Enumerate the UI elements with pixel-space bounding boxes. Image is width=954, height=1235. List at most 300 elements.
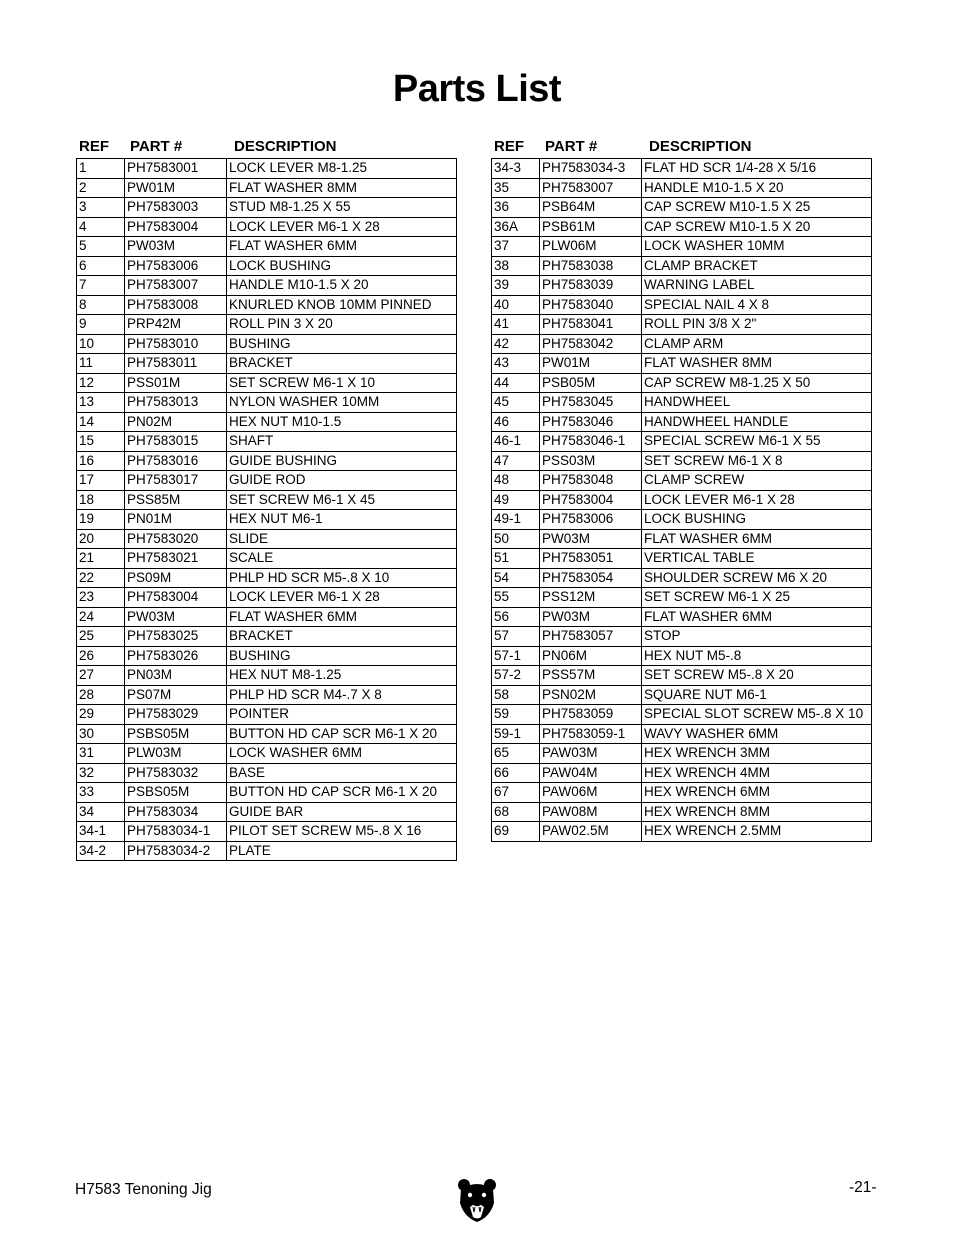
- cell-ref: 2: [77, 178, 125, 198]
- table-row: [77, 549, 457, 569]
- footer-product-name: H7583 Tenoning Jig: [75, 1181, 212, 1198]
- header-part-number: PART #: [545, 137, 598, 155]
- cell-ref: 47: [492, 451, 540, 471]
- cell-description: HEX NUT M6-1: [227, 510, 457, 530]
- cell-ref: 48: [492, 471, 540, 491]
- cell-part-number: PH7583034: [125, 802, 227, 822]
- cell-description: CLAMP ARM: [642, 334, 872, 354]
- cell-description: HANDWHEEL HANDLE: [642, 412, 872, 432]
- cell-part-number: PH7583039: [540, 276, 642, 296]
- cell-ref: 68: [492, 802, 540, 822]
- cell-description: LOCK WASHER 6MM: [227, 744, 457, 764]
- cell-ref: 35: [492, 178, 540, 198]
- cell-part-number: PAW08M: [540, 802, 642, 822]
- table-row: [77, 529, 457, 549]
- cell-part-number: PW01M: [125, 178, 227, 198]
- header-description: DESCRIPTION: [649, 137, 752, 155]
- cell-ref: 34: [77, 802, 125, 822]
- cell-description: SHOULDER SCREW M6 X 20: [642, 568, 872, 588]
- cell-description: WAVY WASHER 6MM: [642, 724, 872, 744]
- cell-description: HANDWHEEL: [642, 393, 872, 413]
- table-row: [492, 685, 872, 705]
- cell-part-number: PH7583017: [125, 471, 227, 491]
- cell-ref: 16: [77, 451, 125, 471]
- table-row: [492, 705, 872, 725]
- cell-ref: 55: [492, 588, 540, 608]
- cell-part-number: PAW02.5M: [540, 822, 642, 842]
- cell-ref: 11: [77, 354, 125, 374]
- table-row: [492, 354, 872, 374]
- cell-ref: 4: [77, 217, 125, 237]
- cell-description: CLAMP SCREW: [642, 471, 872, 491]
- cell-description: FLAT WASHER 8MM: [227, 178, 457, 198]
- cell-part-number: PAW06M: [540, 783, 642, 803]
- cell-part-number: PSS85M: [125, 490, 227, 510]
- cell-ref: 28: [77, 685, 125, 705]
- cell-ref: 41: [492, 315, 540, 335]
- table-row: [77, 802, 457, 822]
- cell-description: SPECIAL NAIL 4 X 8: [642, 295, 872, 315]
- cell-part-number: PH7583003: [125, 198, 227, 218]
- table-row: [77, 588, 457, 608]
- cell-description: HANDLE M10-1.5 X 20: [642, 178, 872, 198]
- cell-ref: 57-2: [492, 666, 540, 686]
- table-row: [492, 412, 872, 432]
- cell-part-number: PH7583001: [125, 159, 227, 179]
- table-row: [77, 432, 457, 452]
- cell-part-number: PW03M: [540, 607, 642, 627]
- cell-part-number: PH7583054: [540, 568, 642, 588]
- table-row: [492, 744, 872, 764]
- cell-ref: 8: [77, 295, 125, 315]
- cell-part-number: PH7583048: [540, 471, 642, 491]
- cell-part-number: PH7583029: [125, 705, 227, 725]
- table-row: [77, 178, 457, 198]
- cell-description: HEX WRENCH 6MM: [642, 783, 872, 803]
- table-row: [492, 295, 872, 315]
- cell-ref: 12: [77, 373, 125, 393]
- cell-description: HEX NUT M10-1.5: [227, 412, 457, 432]
- cell-ref: 20: [77, 529, 125, 549]
- cell-description: HANDLE M10-1.5 X 20: [227, 276, 457, 296]
- table-row: [77, 412, 457, 432]
- cell-description: SPECIAL SCREW M6-1 X 55: [642, 432, 872, 452]
- cell-description: ROLL PIN 3 X 20: [227, 315, 457, 335]
- table-row: [492, 334, 872, 354]
- table-row: [492, 471, 872, 491]
- cell-description: PILOT SET SCREW M5-.8 X 16: [227, 822, 457, 842]
- cell-part-number: PS07M: [125, 685, 227, 705]
- parts-table-left: [76, 134, 457, 861]
- table-row: [492, 217, 872, 237]
- cell-description: CAP SCREW M8-1.25 X 50: [642, 373, 872, 393]
- table-row: [77, 159, 457, 179]
- table-row: [77, 315, 457, 335]
- cell-description: BRACKET: [227, 627, 457, 647]
- cell-description: LOCK LEVER M6-1 X 28: [227, 217, 457, 237]
- cell-part-number: PSN02M: [540, 685, 642, 705]
- cell-description: BUSHING: [227, 646, 457, 666]
- cell-part-number: PSS03M: [540, 451, 642, 471]
- table-row: [492, 451, 872, 471]
- cell-ref: 3: [77, 198, 125, 218]
- cell-part-number: PH7583059: [540, 705, 642, 725]
- parts-grid: [491, 158, 872, 842]
- table-row: [77, 607, 457, 627]
- cell-part-number: PH7583010: [125, 334, 227, 354]
- cell-description: HEX NUT M8-1.25: [227, 666, 457, 686]
- cell-ref: 32: [77, 763, 125, 783]
- cell-ref: 27: [77, 666, 125, 686]
- cell-part-number: PH7583006: [125, 256, 227, 276]
- table-row: [77, 627, 457, 647]
- cell-part-number: PW03M: [125, 607, 227, 627]
- cell-ref: 21: [77, 549, 125, 569]
- cell-ref: 37: [492, 237, 540, 257]
- table-row: [492, 237, 872, 257]
- cell-ref: 17: [77, 471, 125, 491]
- cell-description: FLAT WASHER 6MM: [227, 237, 457, 257]
- cell-ref: 36A: [492, 217, 540, 237]
- cell-part-number: PH7583004: [540, 490, 642, 510]
- cell-part-number: PSB61M: [540, 217, 642, 237]
- table-row: [77, 334, 457, 354]
- table-row: [77, 393, 457, 413]
- table-row: [77, 451, 457, 471]
- cell-description: LOCK BUSHING: [227, 256, 457, 276]
- cell-description: GUIDE BUSHING: [227, 451, 457, 471]
- cell-part-number: PAW04M: [540, 763, 642, 783]
- cell-part-number: PW01M: [540, 354, 642, 374]
- table-row: [492, 783, 872, 803]
- cell-part-number: PSS12M: [540, 588, 642, 608]
- cell-description: SPECIAL SLOT SCREW M5-.8 X 10: [642, 705, 872, 725]
- table-row: [492, 373, 872, 393]
- cell-description: FLAT WASHER 8MM: [642, 354, 872, 374]
- cell-part-number: PLW06M: [540, 237, 642, 257]
- cell-part-number: PH7583042: [540, 334, 642, 354]
- parts-grid: [76, 158, 457, 861]
- cell-ref: 59: [492, 705, 540, 725]
- cell-part-number: PH7583041: [540, 315, 642, 335]
- table-row: [492, 607, 872, 627]
- cell-description: SET SCREW M5-.8 X 20: [642, 666, 872, 686]
- cell-part-number: PH7583004: [125, 588, 227, 608]
- cell-description: SHAFT: [227, 432, 457, 452]
- table-row: [77, 822, 457, 842]
- table-row: [77, 354, 457, 374]
- cell-description: HEX NUT M5-.8: [642, 646, 872, 666]
- table-row: [492, 432, 872, 452]
- cell-description: ROLL PIN 3/8 X 2": [642, 315, 872, 335]
- cell-description: SET SCREW M6-1 X 45: [227, 490, 457, 510]
- table-row: [492, 393, 872, 413]
- cell-part-number: PSS01M: [125, 373, 227, 393]
- table-row: [492, 315, 872, 335]
- table-row: [492, 159, 872, 179]
- cell-ref: 65: [492, 744, 540, 764]
- cell-part-number: PH7583015: [125, 432, 227, 452]
- cell-description: PHLP HD SCR M4-.7 X 8: [227, 685, 457, 705]
- cell-ref: 33: [77, 783, 125, 803]
- table-row: [492, 646, 872, 666]
- cell-description: BRACKET: [227, 354, 457, 374]
- table-row: [77, 685, 457, 705]
- cell-ref: 39: [492, 276, 540, 296]
- cell-part-number: PH7583045: [540, 393, 642, 413]
- cell-description: SLIDE: [227, 529, 457, 549]
- header-ref: REF: [79, 137, 109, 155]
- cell-description: FLAT WASHER 6MM: [642, 607, 872, 627]
- cell-description: LOCK LEVER M8-1.25: [227, 159, 457, 179]
- cell-ref: 1: [77, 159, 125, 179]
- page-number: -21-: [849, 1179, 877, 1196]
- cell-ref: 57: [492, 627, 540, 647]
- cell-description: FLAT WASHER 6MM: [642, 529, 872, 549]
- cell-ref: 50: [492, 529, 540, 549]
- cell-ref: 38: [492, 256, 540, 276]
- table-row: [77, 198, 457, 218]
- parts-table-header: [491, 134, 872, 158]
- cell-part-number: PN03M: [125, 666, 227, 686]
- cell-part-number: PAW03M: [540, 744, 642, 764]
- table-row: [77, 490, 457, 510]
- cell-ref: 30: [77, 724, 125, 744]
- cell-part-number: PSBS05M: [125, 783, 227, 803]
- table-row: [492, 529, 872, 549]
- cell-ref: 13: [77, 393, 125, 413]
- table-row: [492, 588, 872, 608]
- table-row: [77, 510, 457, 530]
- cell-ref: 69: [492, 822, 540, 842]
- table-row: [492, 568, 872, 588]
- cell-ref: 45: [492, 393, 540, 413]
- cell-description: CAP SCREW M10-1.5 X 25: [642, 198, 872, 218]
- cell-ref: 49-1: [492, 510, 540, 530]
- table-row: [77, 763, 457, 783]
- cell-part-number: PW03M: [125, 237, 227, 257]
- cell-part-number: PW03M: [540, 529, 642, 549]
- cell-ref: 59-1: [492, 724, 540, 744]
- cell-part-number: PH7583008: [125, 295, 227, 315]
- table-row: [77, 841, 457, 861]
- cell-ref: 66: [492, 763, 540, 783]
- table-row: [492, 763, 872, 783]
- cell-part-number: PH7583057: [540, 627, 642, 647]
- cell-ref: 34-3: [492, 159, 540, 179]
- cell-description: BUTTON HD CAP SCR M6-1 X 20: [227, 724, 457, 744]
- table-row: [77, 783, 457, 803]
- table-row: [77, 666, 457, 686]
- cell-ref: 34-2: [77, 841, 125, 861]
- cell-part-number: PH7583038: [540, 256, 642, 276]
- parts-table-right: [491, 134, 872, 842]
- cell-description: PHLP HD SCR M5-.8 X 10: [227, 568, 457, 588]
- cell-ref: 56: [492, 607, 540, 627]
- cell-ref: 43: [492, 354, 540, 374]
- cell-part-number: PH7583026: [125, 646, 227, 666]
- cell-part-number: PN02M: [125, 412, 227, 432]
- cell-part-number: PH7583034-1: [125, 822, 227, 842]
- cell-ref: 10: [77, 334, 125, 354]
- cell-part-number: PH7583059-1: [540, 724, 642, 744]
- cell-ref: 25: [77, 627, 125, 647]
- cell-description: VERTICAL TABLE: [642, 549, 872, 569]
- cell-ref: 42: [492, 334, 540, 354]
- table-row: [492, 490, 872, 510]
- cell-part-number: PSS57M: [540, 666, 642, 686]
- header-ref: REF: [494, 137, 524, 155]
- table-row: [77, 471, 457, 491]
- cell-part-number: PH7583007: [125, 276, 227, 296]
- cell-part-number: PN01M: [125, 510, 227, 530]
- cell-part-number: PH7583046-1: [540, 432, 642, 452]
- cell-ref: 5: [77, 237, 125, 257]
- cell-description: LOCK BUSHING: [642, 510, 872, 530]
- cell-ref: 51: [492, 549, 540, 569]
- cell-ref: 15: [77, 432, 125, 452]
- cell-ref: 24: [77, 607, 125, 627]
- parts-table-header: [76, 134, 457, 158]
- cell-description: LOCK LEVER M6-1 X 28: [227, 588, 457, 608]
- header-part-number: PART #: [130, 137, 183, 155]
- table-row: [492, 198, 872, 218]
- cell-ref: 40: [492, 295, 540, 315]
- cell-ref: 34-1: [77, 822, 125, 842]
- table-row: [77, 373, 457, 393]
- cell-description: HEX WRENCH 2.5MM: [642, 822, 872, 842]
- table-row: [492, 802, 872, 822]
- table-row: [492, 549, 872, 569]
- cell-ref: 19: [77, 510, 125, 530]
- cell-description: HEX WRENCH 8MM: [642, 802, 872, 822]
- cell-part-number: PH7583016: [125, 451, 227, 471]
- cell-description: CLAMP BRACKET: [642, 256, 872, 276]
- table-row: [492, 256, 872, 276]
- cell-description: FLAT HD SCR 1/4-28 X 5/16: [642, 159, 872, 179]
- page-title: Parts List: [392, 68, 562, 110]
- bear-head-logo-icon: [457, 1177, 497, 1223]
- cell-description: KNURLED KNOB 10MM PINNED: [227, 295, 457, 315]
- table-row: [492, 822, 872, 842]
- table-row: [77, 724, 457, 744]
- cell-ref: 29: [77, 705, 125, 725]
- cell-ref: 46: [492, 412, 540, 432]
- cell-ref: 23: [77, 588, 125, 608]
- table-row: [492, 178, 872, 198]
- table-row: [492, 724, 872, 744]
- cell-ref: 67: [492, 783, 540, 803]
- cell-part-number: PSB05M: [540, 373, 642, 393]
- cell-description: NYLON WASHER 10MM: [227, 393, 457, 413]
- cell-description: GUIDE ROD: [227, 471, 457, 491]
- cell-ref: 44: [492, 373, 540, 393]
- cell-description: GUIDE BAR: [227, 802, 457, 822]
- cell-ref: 31: [77, 744, 125, 764]
- cell-description: POINTER: [227, 705, 457, 725]
- cell-part-number: PH7583025: [125, 627, 227, 647]
- cell-description: SCALE: [227, 549, 457, 569]
- cell-ref: 26: [77, 646, 125, 666]
- cell-description: HEX WRENCH 4MM: [642, 763, 872, 783]
- table-row: [77, 237, 457, 257]
- cell-part-number: PH7583011: [125, 354, 227, 374]
- table-row: [77, 256, 457, 276]
- cell-part-number: PH7583020: [125, 529, 227, 549]
- table-row: [492, 666, 872, 686]
- cell-description: SET SCREW M6-1 X 25: [642, 588, 872, 608]
- cell-ref: 57-1: [492, 646, 540, 666]
- table-row: [77, 646, 457, 666]
- table-row: [77, 705, 457, 725]
- cell-description: SET SCREW M6-1 X 10: [227, 373, 457, 393]
- table-row: [492, 510, 872, 530]
- cell-description: CAP SCREW M10-1.5 X 20: [642, 217, 872, 237]
- cell-part-number: PLW03M: [125, 744, 227, 764]
- cell-ref: 46-1: [492, 432, 540, 452]
- cell-ref: 22: [77, 568, 125, 588]
- table-row: [492, 276, 872, 296]
- cell-ref: 7: [77, 276, 125, 296]
- cell-part-number: PH7583046: [540, 412, 642, 432]
- cell-description: WARNING LABEL: [642, 276, 872, 296]
- cell-part-number: PH7583034-2: [125, 841, 227, 861]
- cell-part-number: PRP42M: [125, 315, 227, 335]
- cell-ref: 49: [492, 490, 540, 510]
- cell-part-number: PSBS05M: [125, 724, 227, 744]
- table-row: [77, 295, 457, 315]
- cell-part-number: PSB64M: [540, 198, 642, 218]
- cell-ref: 18: [77, 490, 125, 510]
- cell-part-number: PH7583032: [125, 763, 227, 783]
- cell-description: PLATE: [227, 841, 457, 861]
- cell-description: HEX WRENCH 3MM: [642, 744, 872, 764]
- table-row: [77, 568, 457, 588]
- cell-description: SQUARE NUT M6-1: [642, 685, 872, 705]
- cell-description: FLAT WASHER 6MM: [227, 607, 457, 627]
- cell-part-number: PH7583040: [540, 295, 642, 315]
- cell-description: LOCK LEVER M6-1 X 28: [642, 490, 872, 510]
- cell-part-number: PH7583051: [540, 549, 642, 569]
- cell-ref: 58: [492, 685, 540, 705]
- cell-description: SET SCREW M6-1 X 8: [642, 451, 872, 471]
- cell-part-number: PH7583004: [125, 217, 227, 237]
- cell-part-number: PH7583013: [125, 393, 227, 413]
- table-row: [77, 276, 457, 296]
- cell-ref: 6: [77, 256, 125, 276]
- cell-ref: 9: [77, 315, 125, 335]
- cell-ref: 36: [492, 198, 540, 218]
- cell-part-number: PH7583021: [125, 549, 227, 569]
- table-row: [77, 744, 457, 764]
- cell-description: LOCK WASHER 10MM: [642, 237, 872, 257]
- cell-part-number: PH7583006: [540, 510, 642, 530]
- cell-description: BUTTON HD CAP SCR M6-1 X 20: [227, 783, 457, 803]
- cell-description: STOP: [642, 627, 872, 647]
- cell-part-number: PS09M: [125, 568, 227, 588]
- cell-description: BASE: [227, 763, 457, 783]
- cell-ref: 54: [492, 568, 540, 588]
- cell-part-number: PH7583034-3: [540, 159, 642, 179]
- header-description: DESCRIPTION: [234, 137, 337, 155]
- cell-part-number: PN06M: [540, 646, 642, 666]
- cell-description: STUD M8-1.25 X 55: [227, 198, 457, 218]
- cell-description: BUSHING: [227, 334, 457, 354]
- table-row: [77, 217, 457, 237]
- cell-ref: 14: [77, 412, 125, 432]
- table-row: [492, 627, 872, 647]
- cell-part-number: PH7583007: [540, 178, 642, 198]
